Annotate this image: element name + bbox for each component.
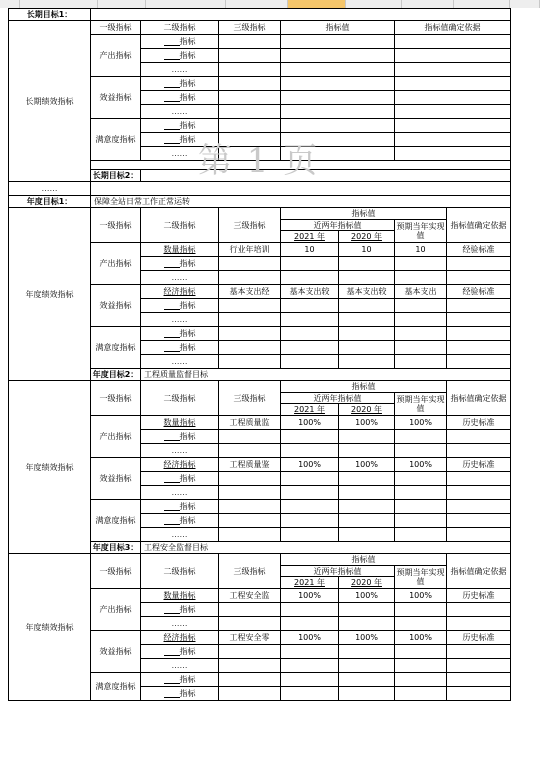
cell[interactable] xyxy=(395,119,511,133)
level2-header[interactable]: 二级指标 xyxy=(141,21,219,35)
dots-cell[interactable]: …… xyxy=(141,444,219,458)
cell[interactable] xyxy=(395,63,511,77)
year-perf-label[interactable]: 年度绩效指标 xyxy=(9,554,91,701)
cell[interactable] xyxy=(395,147,511,161)
cell[interactable] xyxy=(395,257,447,271)
recent-two-years-header[interactable]: 近两年指标值 xyxy=(281,220,395,231)
level2-cell[interactable]: 数量指标 xyxy=(141,243,219,257)
benefit-label[interactable]: 效益指标 xyxy=(91,285,141,327)
cell[interactable] xyxy=(281,313,339,327)
value-2021[interactable]: 100% xyxy=(281,416,339,430)
cell[interactable] xyxy=(281,659,339,673)
cell[interactable] xyxy=(219,645,281,659)
cell[interactable] xyxy=(281,528,339,542)
value-2020[interactable]: 基本支出较 xyxy=(339,285,395,299)
column-header-cell[interactable] xyxy=(0,0,20,8)
value-2020[interactable]: 100% xyxy=(339,631,395,645)
dots-cell[interactable]: …… xyxy=(141,271,219,285)
cell[interactable] xyxy=(281,341,339,355)
cell[interactable] xyxy=(281,105,395,119)
cell[interactable] xyxy=(447,299,511,313)
cell[interactable] xyxy=(339,472,395,486)
basis-value[interactable]: 经验标准 xyxy=(447,243,511,257)
dots-cell[interactable]: …… xyxy=(141,105,219,119)
value-2021[interactable]: 10 xyxy=(281,243,339,257)
value-header[interactable]: 指标值 xyxy=(281,554,447,566)
column-header-cell[interactable] xyxy=(226,0,288,8)
goal-1-description[interactable]: 保障全站日常工作正常运转 xyxy=(91,196,511,208)
cell[interactable] xyxy=(395,472,447,486)
value-expected[interactable]: 100% xyxy=(395,631,447,645)
long-goal-2-value[interactable] xyxy=(141,170,511,182)
cell[interactable] xyxy=(447,271,511,285)
cell[interactable] xyxy=(281,133,395,147)
column-header-cell[interactable] xyxy=(346,0,402,8)
cell[interactable] xyxy=(91,161,511,170)
cell[interactable] xyxy=(447,444,511,458)
column-header-cell[interactable] xyxy=(20,0,98,8)
cell[interactable] xyxy=(395,659,447,673)
year-2020-header[interactable]: 2020 年 xyxy=(339,577,395,589)
cell[interactable] xyxy=(91,182,511,196)
performance-goal-sheet xyxy=(8,8,511,701)
level1-header[interactable]: 一级指标 xyxy=(91,208,141,243)
cell[interactable] xyxy=(339,327,395,341)
cell[interactable] xyxy=(219,35,281,49)
level2-cell[interactable]: 指标 xyxy=(141,257,219,271)
cell[interactable] xyxy=(219,430,281,444)
cell[interactable] xyxy=(219,341,281,355)
satisfaction-label[interactable]: 满意度指标 xyxy=(91,500,141,542)
cell[interactable] xyxy=(219,327,281,341)
dots-cell[interactable]: …… xyxy=(141,63,219,77)
cell[interactable] xyxy=(447,341,511,355)
level3-header[interactable]: 三级指标 xyxy=(219,21,281,35)
level2-cell[interactable]: 指标 xyxy=(141,673,219,687)
cell[interactable] xyxy=(447,659,511,673)
cell[interactable] xyxy=(281,514,339,528)
value-expected[interactable]: 10 xyxy=(395,243,447,257)
long-perf-label[interactable]: 长期绩效指标 xyxy=(9,21,91,182)
cell[interactable] xyxy=(447,355,511,369)
dots-cell[interactable]: …… xyxy=(141,528,219,542)
value-2021[interactable]: 100% xyxy=(281,589,339,603)
cell[interactable] xyxy=(219,49,281,63)
cell[interactable] xyxy=(281,91,395,105)
level2-cell[interactable]: 指标 xyxy=(141,299,219,313)
recent-two-years-header[interactable]: 近两年指标值 xyxy=(281,393,395,404)
value-header[interactable]: 指标值 xyxy=(281,381,447,393)
cell[interactable] xyxy=(219,472,281,486)
cell[interactable] xyxy=(395,430,447,444)
level1-header[interactable]: 一级指标 xyxy=(91,554,141,589)
cell[interactable] xyxy=(447,486,511,500)
output-label[interactable]: 产出指标 xyxy=(91,243,141,285)
level2-cell[interactable]: 指标 xyxy=(141,603,219,617)
cell[interactable] xyxy=(219,617,281,631)
cell[interactable] xyxy=(447,327,511,341)
basis-header[interactable]: 指标值确定依据 xyxy=(395,21,511,35)
cell[interactable] xyxy=(339,659,395,673)
cell[interactable] xyxy=(339,514,395,528)
level2-cell[interactable]: 经济指标 xyxy=(141,458,219,472)
satisfaction-label[interactable]: 满意度指标 xyxy=(91,119,141,161)
level2-cell[interactable]: 指标 xyxy=(141,35,219,49)
value-expected[interactable]: 100% xyxy=(395,589,447,603)
cell[interactable] xyxy=(219,91,281,105)
cell[interactable] xyxy=(395,313,447,327)
basis-header[interactable]: 指标值确定依据 xyxy=(447,554,511,589)
benefit-label[interactable]: 效益指标 xyxy=(91,77,141,119)
cell[interactable] xyxy=(339,687,395,701)
dots-cell[interactable]: …… xyxy=(9,182,91,196)
level2-cell[interactable]: 指标 xyxy=(141,472,219,486)
cell[interactable] xyxy=(395,35,511,49)
benefit-label[interactable]: 效益指标 xyxy=(91,631,141,673)
cell[interactable] xyxy=(395,617,447,631)
cell[interactable] xyxy=(281,299,339,313)
cell[interactable] xyxy=(219,147,281,161)
dots-cell[interactable]: …… xyxy=(141,313,219,327)
cell[interactable] xyxy=(395,528,447,542)
column-header-cell[interactable] xyxy=(402,0,454,8)
value-expected[interactable]: 100% xyxy=(395,458,447,472)
dots-cell[interactable]: …… xyxy=(141,355,219,369)
basis-header[interactable]: 指标值确定依据 xyxy=(447,208,511,243)
column-header-cell[interactable] xyxy=(146,0,226,8)
value-header[interactable]: 指标值 xyxy=(281,21,395,35)
level2-header[interactable]: 二级指标 xyxy=(141,381,219,416)
cell[interactable] xyxy=(339,430,395,444)
year-perf-label[interactable]: 年度绩效指标 xyxy=(9,381,91,554)
basis-header[interactable]: 指标值确定依据 xyxy=(447,381,511,416)
level2-cell[interactable]: 指标 xyxy=(141,514,219,528)
cell[interactable] xyxy=(339,617,395,631)
cell[interactable] xyxy=(281,500,339,514)
expected-header[interactable]: 预期当年实现值 xyxy=(395,220,447,243)
cell[interactable] xyxy=(447,603,511,617)
satisfaction-label[interactable]: 满意度指标 xyxy=(91,673,141,701)
level2-header[interactable]: 二级指标 xyxy=(141,208,219,243)
recent-two-years-header[interactable]: 近两年指标值 xyxy=(281,566,395,577)
cell[interactable] xyxy=(395,687,447,701)
cell[interactable] xyxy=(281,147,395,161)
basis-value[interactable]: 历史标准 xyxy=(447,589,511,603)
goal-1-title[interactable]: 年度目标1： xyxy=(9,196,91,208)
cell[interactable] xyxy=(395,514,447,528)
cell[interactable] xyxy=(219,271,281,285)
level2-header[interactable]: 二级指标 xyxy=(141,554,219,589)
cell[interactable] xyxy=(219,444,281,458)
cell[interactable] xyxy=(395,49,511,63)
cell[interactable] xyxy=(281,271,339,285)
cell[interactable] xyxy=(339,645,395,659)
cell[interactable] xyxy=(219,659,281,673)
cell[interactable] xyxy=(395,645,447,659)
column-header-strip xyxy=(0,0,540,8)
level2-cell[interactable]: 数量指标 xyxy=(141,416,219,430)
cell[interactable] xyxy=(281,673,339,687)
cell[interactable] xyxy=(219,486,281,500)
level2-cell[interactable]: 指标 xyxy=(141,500,219,514)
cell[interactable] xyxy=(281,77,395,91)
cell[interactable] xyxy=(219,355,281,369)
column-header-cell[interactable] xyxy=(454,0,510,8)
cell[interactable] xyxy=(281,645,339,659)
value-header[interactable]: 指标值 xyxy=(281,208,447,220)
basis-value[interactable]: 经验标准 xyxy=(447,285,511,299)
cell[interactable] xyxy=(395,271,447,285)
cell[interactable] xyxy=(447,472,511,486)
cell[interactable] xyxy=(219,133,281,147)
value-expected[interactable]: 100% xyxy=(395,416,447,430)
level2-cell[interactable]: 指标 xyxy=(141,687,219,701)
level2-cell[interactable]: 指标 xyxy=(141,49,219,63)
goal-3-title[interactable]: 年度目标3： xyxy=(91,542,141,554)
level2-cell[interactable]: 经济指标 xyxy=(141,631,219,645)
cell[interactable] xyxy=(281,444,339,458)
basis-value[interactable]: 历史标准 xyxy=(447,458,511,472)
cell[interactable] xyxy=(281,486,339,500)
cell[interactable] xyxy=(339,673,395,687)
cell[interactable] xyxy=(395,327,447,341)
cell[interactable] xyxy=(339,271,395,285)
cell[interactable] xyxy=(281,355,339,369)
cell[interactable] xyxy=(447,430,511,444)
dots-cell[interactable]: …… xyxy=(141,617,219,631)
cell[interactable] xyxy=(281,119,395,133)
cell[interactable] xyxy=(395,91,511,105)
value-2020[interactable]: 100% xyxy=(339,458,395,472)
level2-cell[interactable]: 指标 xyxy=(141,133,219,147)
cell[interactable] xyxy=(219,514,281,528)
cell[interactable] xyxy=(219,77,281,91)
cell[interactable] xyxy=(339,299,395,313)
cell[interactable] xyxy=(339,355,395,369)
cell[interactable] xyxy=(395,77,511,91)
cell[interactable] xyxy=(339,341,395,355)
cell[interactable] xyxy=(281,327,339,341)
level3-value[interactable]: 工程质量鉴 xyxy=(219,458,281,472)
cell[interactable] xyxy=(395,486,447,500)
level2-cell[interactable]: 指标 xyxy=(141,430,219,444)
level2-cell[interactable]: 指标 xyxy=(141,119,219,133)
cell[interactable] xyxy=(339,486,395,500)
cell[interactable] xyxy=(281,603,339,617)
column-header-cell-selected[interactable] xyxy=(288,0,346,8)
cell[interactable] xyxy=(339,257,395,271)
cell[interactable] xyxy=(447,257,511,271)
level2-cell[interactable]: 指标 xyxy=(141,327,219,341)
level3-value[interactable]: 工程质量监 xyxy=(219,416,281,430)
long-goal-1-label[interactable]: 长期目标1： xyxy=(9,9,91,21)
satisfaction-label[interactable]: 满意度指标 xyxy=(91,327,141,369)
cell[interactable] xyxy=(219,105,281,119)
cell[interactable] xyxy=(447,687,511,701)
cell[interactable] xyxy=(395,299,447,313)
cell[interactable] xyxy=(339,528,395,542)
cell[interactable] xyxy=(219,257,281,271)
year-2021-header[interactable]: 2021 年 xyxy=(281,231,339,243)
cell[interactable] xyxy=(447,500,511,514)
cell[interactable] xyxy=(219,687,281,701)
cell[interactable] xyxy=(339,500,395,514)
cell[interactable] xyxy=(281,49,395,63)
level3-header[interactable]: 三级指标 xyxy=(219,208,281,243)
year-2020-header[interactable]: 2020 年 xyxy=(339,231,395,243)
cell[interactable] xyxy=(281,35,395,49)
value-expected[interactable]: 基本支出 xyxy=(395,285,447,299)
level2-cell[interactable]: 指标 xyxy=(141,91,219,105)
level2-cell[interactable]: 指标 xyxy=(141,77,219,91)
column-header-cell[interactable] xyxy=(510,0,540,8)
cell[interactable] xyxy=(281,472,339,486)
value-2021[interactable]: 100% xyxy=(281,631,339,645)
value-2020[interactable]: 100% xyxy=(339,416,395,430)
level1-header[interactable]: 一级指标 xyxy=(91,381,141,416)
cell[interactable] xyxy=(447,514,511,528)
level3-value[interactable]: 工程安全零 xyxy=(219,631,281,645)
level2-cell[interactable]: 指标 xyxy=(141,341,219,355)
value-2020[interactable]: 10 xyxy=(339,243,395,257)
page-watermark: 第 1 页 xyxy=(198,141,320,181)
level3-header[interactable]: 三级指标 xyxy=(219,381,281,416)
cell[interactable] xyxy=(447,673,511,687)
level2-cell[interactable]: 经济指标 xyxy=(141,285,219,299)
cell[interactable] xyxy=(281,63,395,77)
cell[interactable] xyxy=(395,673,447,687)
long-goal-1-value[interactable] xyxy=(91,9,511,21)
cell[interactable] xyxy=(219,673,281,687)
cell[interactable] xyxy=(395,105,511,119)
level2-cell[interactable]: 指标 xyxy=(141,645,219,659)
cell[interactable] xyxy=(281,687,339,701)
cell[interactable] xyxy=(447,645,511,659)
cell[interactable] xyxy=(281,257,339,271)
cell[interactable] xyxy=(219,63,281,77)
output-label[interactable]: 产出指标 xyxy=(91,35,141,77)
value-2020[interactable]: 100% xyxy=(339,589,395,603)
dots-cell[interactable]: …… xyxy=(141,147,219,161)
cell[interactable] xyxy=(395,603,447,617)
cell[interactable] xyxy=(219,313,281,327)
cell[interactable] xyxy=(395,133,511,147)
basis-value[interactable]: 历史标准 xyxy=(447,631,511,645)
year-2021-header[interactable]: 2021 年 xyxy=(281,404,339,416)
year-perf-label[interactable]: 年度绩效指标 xyxy=(9,208,91,381)
level3-value[interactable]: 行业年培训 xyxy=(219,243,281,257)
level2-cell[interactable]: 数量指标 xyxy=(141,589,219,603)
cell[interactable] xyxy=(447,617,511,631)
dots-cell[interactable]: …… xyxy=(141,486,219,500)
goal-2-title[interactable]: 年度目标2： xyxy=(91,369,141,381)
level1-header[interactable]: 一级指标 xyxy=(91,21,141,35)
cell[interactable] xyxy=(395,444,447,458)
cell[interactable] xyxy=(219,119,281,133)
goal-3-description[interactable]: 工程安全监督目标 xyxy=(141,542,511,554)
level3-value[interactable]: 基本支出经 xyxy=(219,285,281,299)
long-goal-2-label[interactable]: 长期目标2： xyxy=(91,170,141,182)
cell[interactable] xyxy=(281,430,339,444)
goal-2-description[interactable]: 工程质量监督目标 xyxy=(141,369,511,381)
cell[interactable] xyxy=(219,528,281,542)
cell[interactable] xyxy=(395,500,447,514)
level3-value[interactable]: 工程安全监 xyxy=(219,589,281,603)
value-2021[interactable]: 100% xyxy=(281,458,339,472)
cell[interactable] xyxy=(281,617,339,631)
basis-value[interactable]: 历史标准 xyxy=(447,416,511,430)
cell[interactable] xyxy=(339,603,395,617)
column-header-cell[interactable] xyxy=(98,0,146,8)
expected-header[interactable]: 预期当年实现值 xyxy=(395,566,447,589)
cell[interactable] xyxy=(395,355,447,369)
output-label[interactable]: 产出指标 xyxy=(91,416,141,458)
expected-header[interactable]: 预期当年实现值 xyxy=(395,393,447,416)
cell[interactable] xyxy=(447,313,511,327)
dots-cell[interactable]: …… xyxy=(141,659,219,673)
year-2020-header[interactable]: 2020 年 xyxy=(339,404,395,416)
cell[interactable] xyxy=(339,444,395,458)
year-2021-header[interactable]: 2021 年 xyxy=(281,577,339,589)
output-label[interactable]: 产出指标 xyxy=(91,589,141,631)
value-2021[interactable]: 基本支出较 xyxy=(281,285,339,299)
cell[interactable] xyxy=(219,299,281,313)
cell[interactable] xyxy=(219,603,281,617)
cell[interactable] xyxy=(395,341,447,355)
cell[interactable] xyxy=(339,313,395,327)
cell[interactable] xyxy=(219,500,281,514)
cell[interactable] xyxy=(447,528,511,542)
level3-header[interactable]: 三级指标 xyxy=(219,554,281,589)
benefit-label[interactable]: 效益指标 xyxy=(91,458,141,500)
